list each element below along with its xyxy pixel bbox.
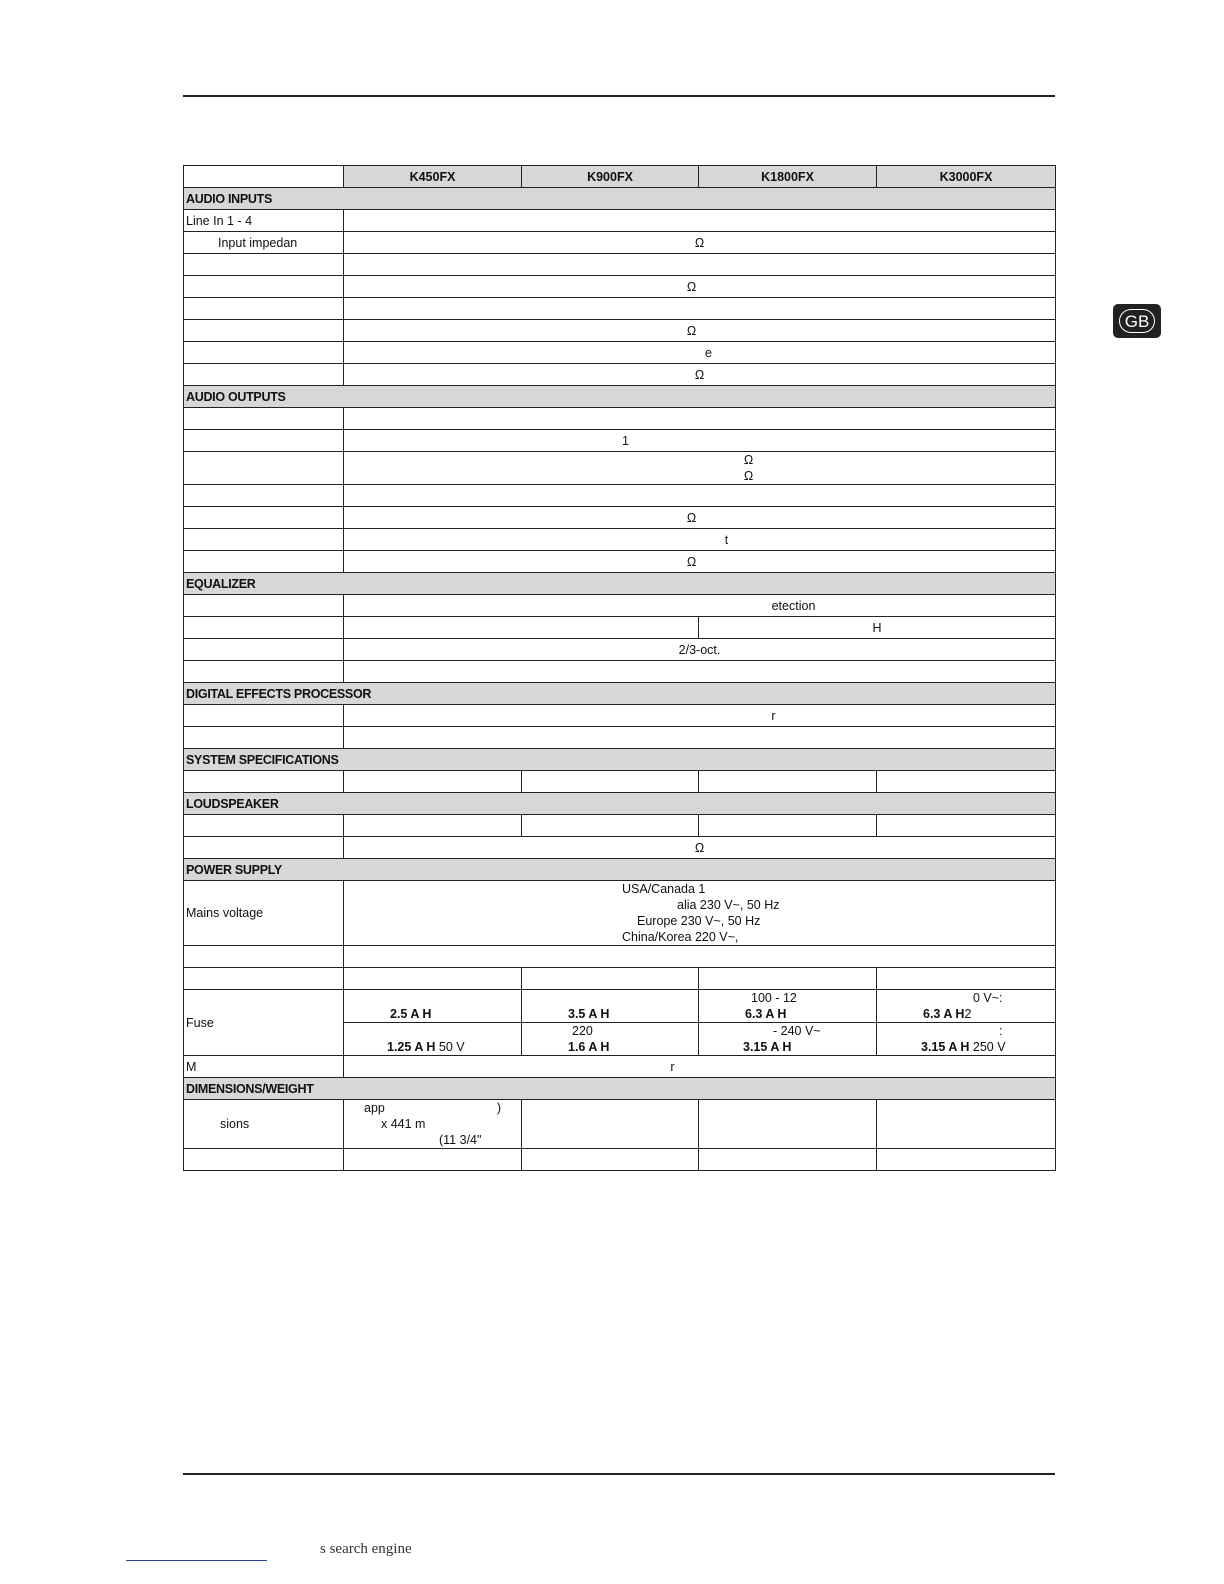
fragment-text: :: [999, 1024, 1003, 1038]
fragment-text: 220: [572, 1024, 593, 1038]
model-header-row: [184, 166, 1056, 188]
fragment-text: e: [705, 345, 712, 360]
omega-symbol: Ω: [694, 367, 705, 382]
fuse-value: 3.5 A H: [568, 1007, 610, 1021]
fuse-value: 1.25 A H: [387, 1040, 436, 1054]
footer-link[interactable]: [126, 1560, 267, 1561]
fragment-text: t: [724, 532, 729, 547]
fragment-text: 100 - 12: [751, 991, 797, 1005]
omega-symbol: Ω: [686, 510, 697, 525]
table-row: 1.25 A H 50 V 220 1.6 A H - 240 V~ 3.15 A H : 3.15 A H 250 V: [184, 1023, 1056, 1056]
dimensions-cell: [344, 1100, 522, 1149]
table-row: [184, 837, 1056, 859]
table-row: [184, 946, 1056, 968]
mains-line: alia 230 V~, 50 Hz: [677, 898, 780, 912]
table-row: [184, 815, 1056, 837]
table-row: [184, 298, 1056, 320]
mains-line: Europe 230 V~, 50 Hz: [637, 914, 761, 928]
fuse-value: 1.6 A H: [568, 1040, 610, 1054]
section-digital-effects: DIGITAL EFFECTS PROCESSOR: [184, 683, 1056, 705]
table-row: [184, 1100, 1056, 1149]
table-row: [184, 595, 1056, 617]
fragment-text: 2/3-oct.: [678, 642, 721, 657]
table-row: [184, 1056, 1056, 1078]
footer-text: s search engine: [320, 1541, 412, 1557]
table-row: [184, 342, 1056, 364]
fragment-text: 0 V~:: [973, 991, 1003, 1005]
table-row: [184, 276, 1056, 298]
table-row: [184, 617, 1056, 639]
fuse-value: 6.3 A H: [745, 1007, 787, 1021]
fragment-text: app: [364, 1101, 385, 1115]
table-row: [184, 705, 1056, 727]
table-row: [184, 430, 1056, 452]
table-row: [184, 968, 1056, 990]
table-row: [184, 408, 1056, 430]
table-row: [184, 210, 1056, 232]
row-label: Input impedan: [184, 232, 344, 254]
model-k900fx: K900FX: [522, 166, 699, 188]
table-row: [184, 551, 1056, 573]
table-row: [184, 364, 1056, 386]
table-row: [184, 881, 1056, 946]
fragment-text: (11 3/4": [439, 1133, 482, 1147]
model-k3000fx: K3000FX: [877, 166, 1056, 188]
table-row: [184, 452, 1056, 485]
model-k450fx: K450FX: [344, 166, 522, 188]
fragment-text: 1: [622, 433, 629, 448]
language-badge: [1113, 304, 1161, 338]
omega-symbol: Ω: [694, 840, 705, 855]
table-row: [184, 529, 1056, 551]
omega-symbol: Ω: [686, 554, 697, 569]
omega-symbol: Ω: [694, 235, 705, 250]
fuse-value: 2.5 A H: [390, 1007, 432, 1021]
fragment-text: r: [670, 1059, 675, 1074]
table-row: Fuse 2.5 A H 3.5 A H 100 - 12 6.3 A H 0 V~: 6.3 A H2: [184, 990, 1056, 1023]
table-row: [184, 485, 1056, 507]
fuse-value: 3.15 A H: [921, 1040, 970, 1054]
mains-voltage-list: [344, 881, 1056, 946]
section-audio-outputs: AUDIO OUTPUTS: [184, 386, 1056, 408]
table-row: [184, 639, 1056, 661]
top-rule: [183, 95, 1055, 97]
section-system-specs: SYSTEM SPECIFICATIONS: [184, 749, 1056, 771]
omega-symbol: Ω: [686, 279, 697, 294]
omega-symbol: Ω: [686, 323, 697, 338]
table-row: [184, 727, 1056, 749]
row-label: M: [184, 1056, 344, 1078]
bottom-rule: [183, 1473, 1055, 1475]
fragment-text: ): [496, 1101, 502, 1115]
section-loudspeaker: LOUDSPEAKER: [184, 793, 1056, 815]
mains-line: USA/Canada 1: [622, 882, 706, 896]
row-label: Fuse: [184, 990, 344, 1056]
section-audio-inputs: AUDIO INPUTS: [184, 188, 1056, 210]
row-label: Mains voltage: [184, 881, 344, 946]
table-row: [184, 507, 1056, 529]
fragment-text: x 441 m: [381, 1117, 426, 1131]
table-row: [184, 771, 1056, 793]
table-row: [184, 1149, 1056, 1171]
header-blank-cell: [184, 166, 344, 188]
omega-symbol: Ω: [743, 453, 754, 467]
table-row: [184, 232, 1056, 254]
fuse-value: 3.15 A H: [743, 1040, 792, 1054]
fragment-text: r: [771, 708, 776, 723]
table-row: [184, 661, 1056, 683]
model-k1800fx: K1800FX: [699, 166, 877, 188]
fragment-text: - 240 V~: [773, 1024, 821, 1038]
row-label: sions: [184, 1100, 344, 1149]
fragment-text: etection: [771, 598, 816, 613]
mains-line: China/Korea 220 V~,: [622, 930, 739, 944]
section-dimensions-weight: DIMENSIONS/WEIGHT: [184, 1078, 1056, 1100]
table-row: [184, 254, 1056, 276]
fragment-text: H: [872, 620, 882, 635]
spec-table: [183, 165, 1056, 1171]
section-power-supply: POWER SUPPLY: [184, 859, 1056, 881]
section-equalizer: EQUALIZER: [184, 573, 1056, 595]
table-row: [184, 320, 1056, 342]
fuse-value: 6.3 A H: [923, 1007, 965, 1021]
row-label: Line In 1 - 4: [184, 210, 344, 232]
language-badge-label: GB: [1119, 309, 1155, 333]
omega-symbol: Ω: [743, 469, 754, 483]
